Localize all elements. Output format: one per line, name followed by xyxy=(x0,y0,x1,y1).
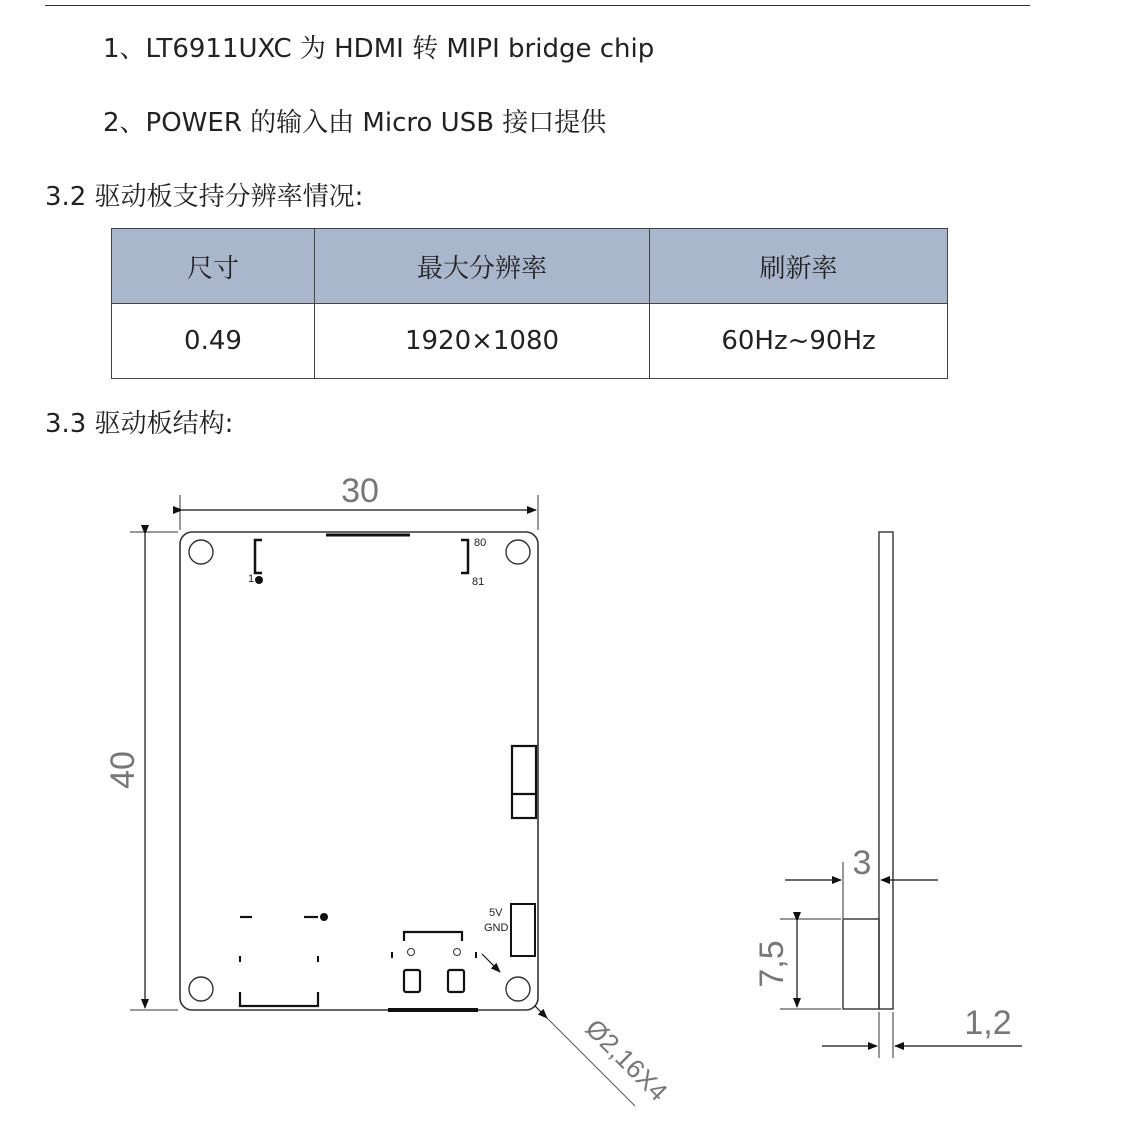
display-connector xyxy=(255,535,468,584)
table-header: 刷新率 xyxy=(650,229,948,304)
height-dim-label: 40 xyxy=(104,751,142,789)
pin-1-label: 1 xyxy=(248,573,255,585)
item-line-1: 1、LT6911UXC 为 HDMI 转 MIPI bridge chip xyxy=(103,34,655,64)
power-gnd-label: GND xyxy=(484,922,509,934)
side-dim-3-label: 3 xyxy=(852,844,872,882)
item-line-2: 2、POWER 的输入由 Micro USB 接口提供 xyxy=(103,108,607,138)
mounting-holes xyxy=(189,540,530,1001)
width-dim-label: 30 xyxy=(341,472,379,510)
table-cell: 0.49 xyxy=(112,304,315,379)
side-header xyxy=(512,746,536,818)
table-header: 尺寸 xyxy=(112,229,315,304)
board-outline xyxy=(180,532,538,1010)
side-dim-1-2-label: 1,2 xyxy=(964,1004,1012,1042)
side-view xyxy=(780,532,1022,1058)
pin-80-label: 80 xyxy=(474,537,487,549)
side-dim-7-5-label: 7,5 xyxy=(753,940,791,988)
hdmi-connector xyxy=(240,913,328,1006)
power-5v-label: 5V xyxy=(489,907,503,919)
hole-spec-label: Ø2,16X4 xyxy=(579,1013,674,1107)
power-header xyxy=(511,904,535,956)
section-heading-3-3: 3.3 驱动板结构: xyxy=(45,409,234,439)
table-cell: 60Hz~90Hz xyxy=(650,304,948,379)
table-cell: 1920×1080 xyxy=(315,304,650,379)
table-header: 最大分辨率 xyxy=(315,229,650,304)
micro-usb-connector xyxy=(388,932,478,1010)
pin-81-label: 81 xyxy=(472,576,485,588)
section-heading-3-2: 3.2 驱动板支持分辨率情况: xyxy=(45,182,364,212)
